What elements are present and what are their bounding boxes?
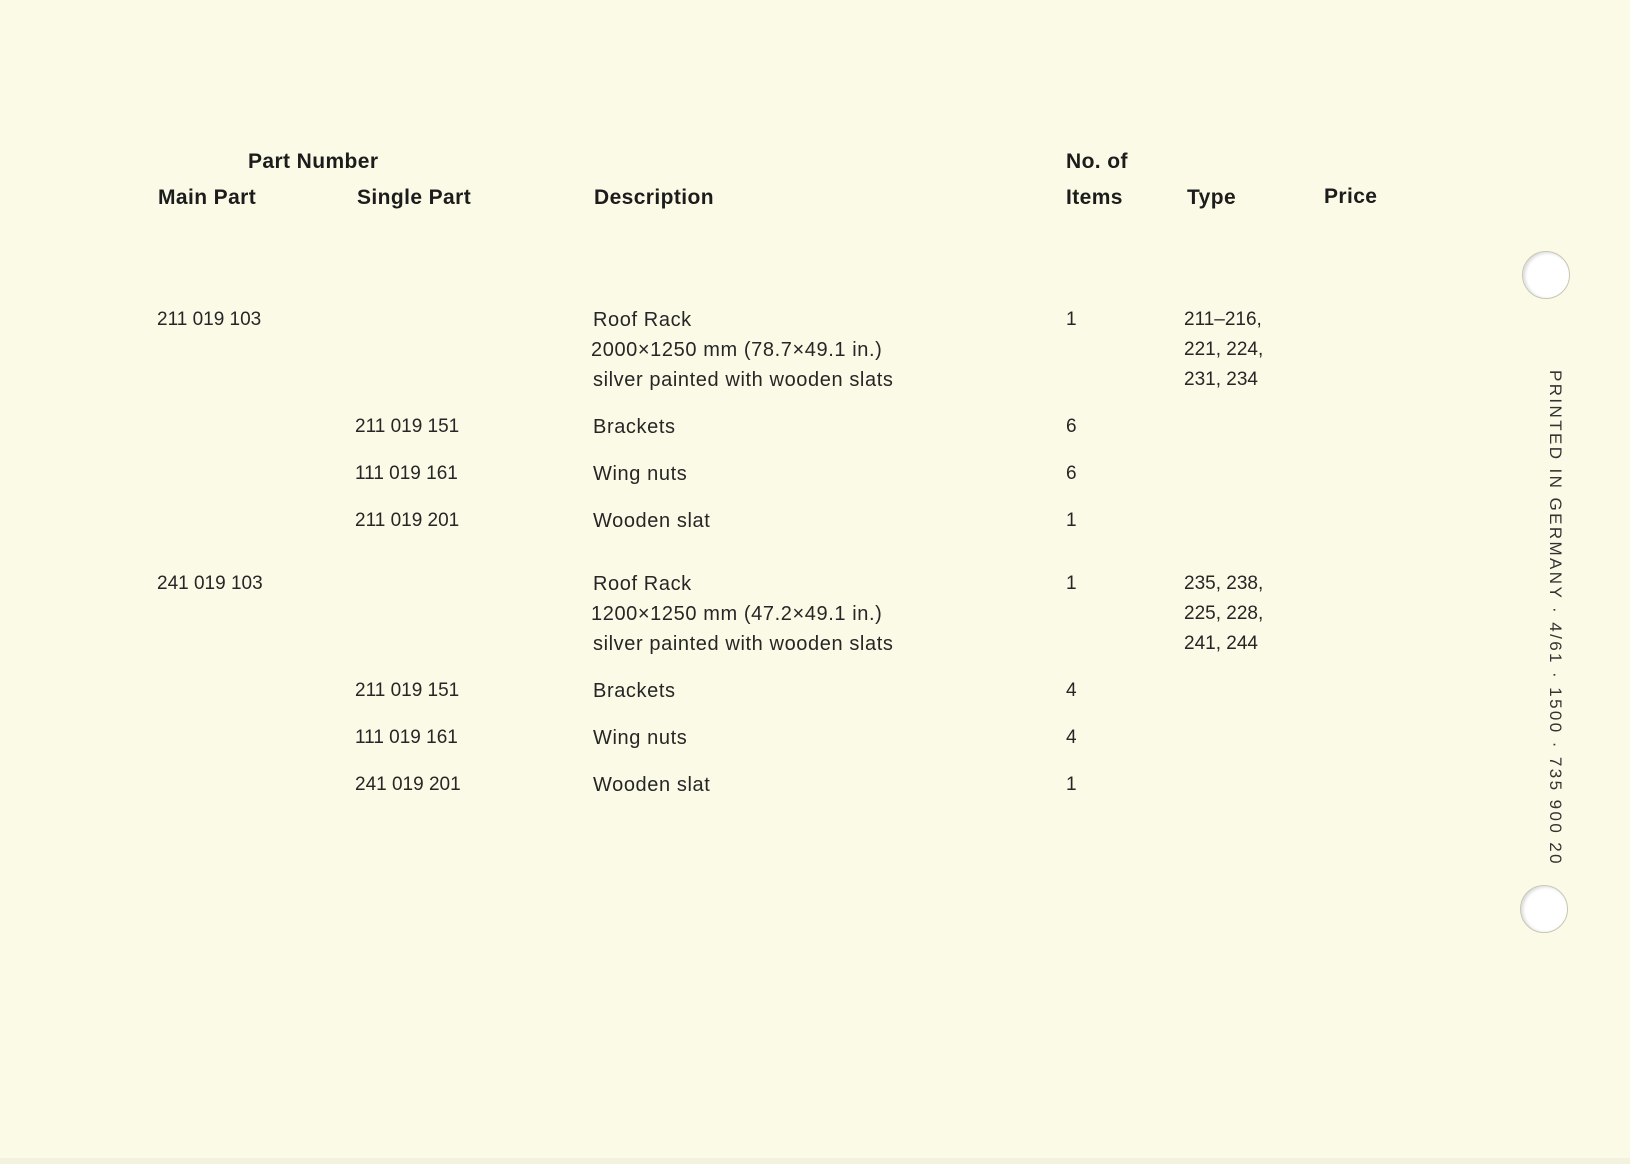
item-count: 1 (1066, 309, 1077, 330)
main-part-number: 241 019 103 (157, 573, 263, 594)
item-count: 6 (1066, 416, 1077, 437)
description-line: silver painted with wooden slats (593, 633, 894, 655)
type-line: 211–216, (1184, 309, 1262, 330)
item-count: 4 (1066, 680, 1077, 701)
description-line: Brackets (593, 416, 676, 438)
description-line: Roof Rack (593, 573, 692, 595)
header-items: Items (1066, 186, 1123, 209)
single-part-number: 111 019 161 (355, 463, 458, 484)
header-part-number: Part Number (248, 150, 379, 173)
description-line: Roof Rack (593, 309, 692, 331)
punch-hole-bottom (1520, 885, 1568, 933)
item-count: 1 (1066, 774, 1077, 795)
description-line: 1200×1250 mm (47.2×49.1 in.) (591, 603, 883, 625)
header-single-part: Single Part (357, 186, 472, 209)
single-part-number: 241 019 201 (355, 774, 461, 795)
description-line: Brackets (593, 680, 676, 702)
type-line: 231, 234 (1184, 369, 1258, 390)
main-part-number: 211 019 103 (157, 309, 262, 330)
single-part-number: 111 019 161 (355, 727, 458, 748)
single-part-number: 211 019 201 (355, 510, 460, 531)
type-line: 241, 244 (1184, 633, 1258, 654)
description-line: Wooden slat (593, 774, 711, 796)
description-line: Wing nuts (593, 463, 688, 485)
type-line: 225, 228, (1184, 603, 1264, 624)
punch-hole-top (1522, 251, 1570, 299)
header-no-of: No. of (1066, 150, 1128, 173)
item-count: 6 (1066, 463, 1077, 484)
description-line: Wooden slat (593, 510, 711, 532)
item-count: 1 (1066, 573, 1077, 594)
single-part-number: 211 019 151 (355, 416, 460, 437)
header-type: Type (1187, 186, 1237, 209)
item-count: 4 (1066, 727, 1077, 748)
description-line: Wing nuts (593, 727, 688, 749)
type-line: 221, 224, (1184, 339, 1264, 360)
printed-in-germany-imprint: PRINTED IN GERMANY · 4/61 · 1500 · 735 900 20 (1546, 370, 1565, 867)
description-line: silver painted with wooden slats (593, 369, 894, 391)
description-line: 2000×1250 mm (78.7×49.1 in.) (591, 339, 883, 361)
item-count: 1 (1066, 510, 1077, 531)
single-part-number: 211 019 151 (355, 680, 460, 701)
header-main-part: Main Part (158, 186, 257, 209)
page-bottom-edge (0, 1158, 1630, 1164)
header-description: Description (594, 186, 714, 209)
header-price: Price (1324, 185, 1378, 208)
type-line: 235, 238, (1184, 573, 1264, 594)
